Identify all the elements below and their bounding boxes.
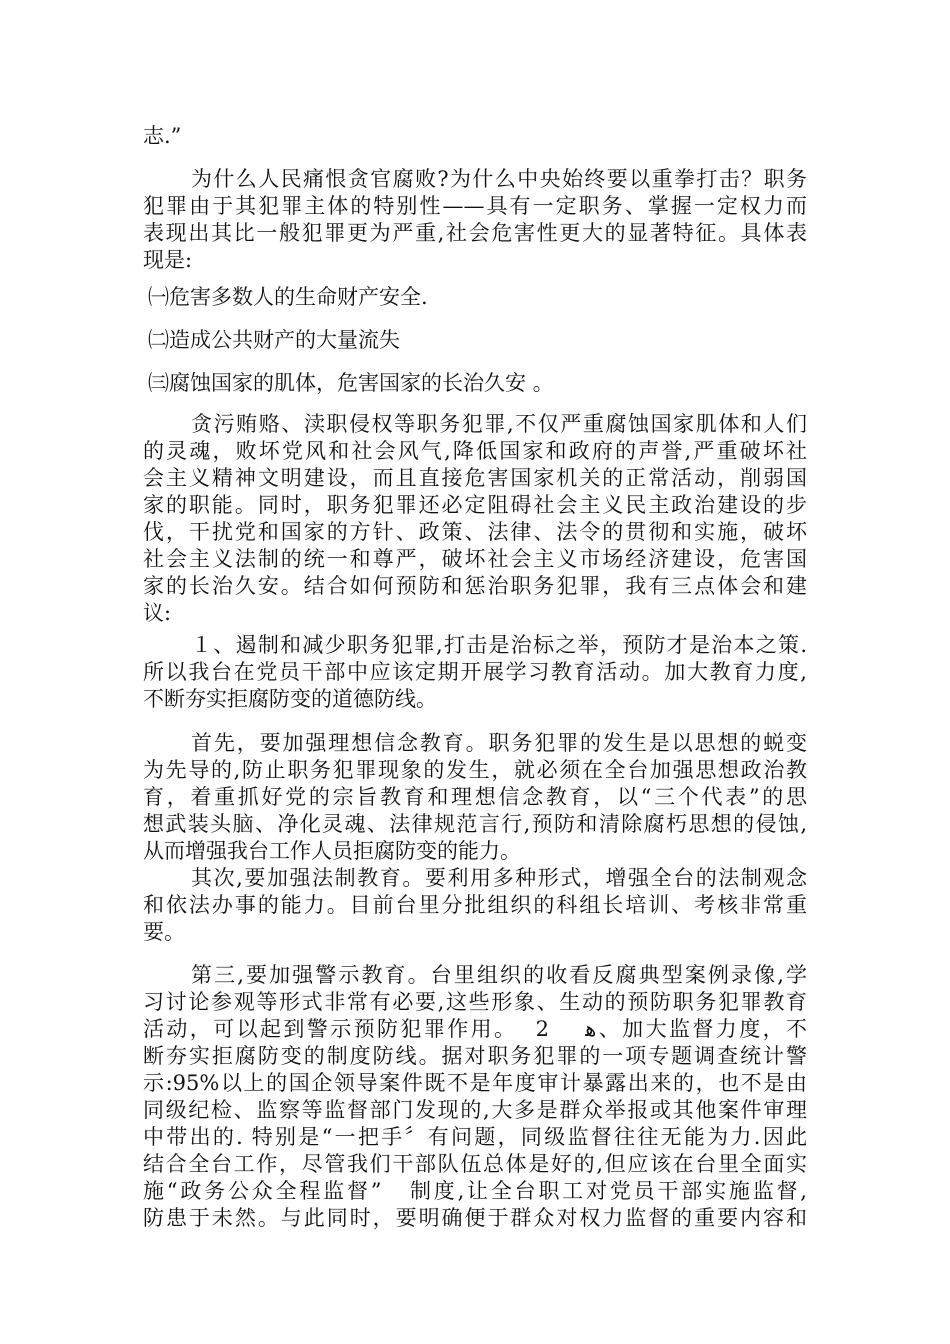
text-line: 家的长治久安。结合如何预防和惩治职务犯罪，我有三点体会和建 xyxy=(143,574,807,598)
text-line: 中带出的. 特别是“一把手〞有问题，同级监督往往无能为力.因此 xyxy=(143,1125,807,1149)
text-line: 第三,要加强警示教育。台里组织的收看反腐典型案例录像,学 xyxy=(191,963,807,987)
paragraph-5 xyxy=(143,865,807,946)
text-line: 志.” xyxy=(143,124,182,148)
text-line: 所以我台在党员干部中应该定期开展学习教育活动。加大教育力度, xyxy=(143,660,807,684)
text-line: １、遏制和减少职务犯罪,打击是治标之举，预防才是治本之策. xyxy=(191,633,807,657)
text-line: 为什么人民痛恨贪官腐败?为什么中央始终要以重拳打击？职务 xyxy=(191,167,807,191)
list-item-3: ㈢腐蚀国家的肌体，危害国家的长治久安 。 xyxy=(148,371,554,395)
list-item-2: ㈡造成公共财产的大量流失 xyxy=(148,328,400,352)
text-line: 和依法办事的能力。目前台里分批组织的科组长培训、考核非常重 xyxy=(143,893,807,917)
text-line: 为先导的,防止职务犯罪现象的发生，就必须在全台加强思想政治教 xyxy=(143,758,807,782)
text-line: 断夯实拒腐防变的制度防线。据对职务犯罪的一项专题调查统计警 xyxy=(143,1044,807,1068)
text-line: 其次,要加强法制教育。要利用多种形式，增强全台的法制观念 xyxy=(191,866,807,890)
text-line: 示:95%以上的国企领导案件既不是年度审计暴露出来的，也不是由 xyxy=(143,1071,807,1095)
text-line: 施“政务公众全程监督” 制度,让全台职工对党员干部实施监督, xyxy=(143,1179,807,1203)
text-line: 首先，要加强理想信念教育。职务犯罪的发生是以思想的蜕变 xyxy=(191,731,807,755)
text-line: 习讨论参观等形式非常有必要,这些形象、生动的预防职务犯罪教育 xyxy=(143,990,807,1014)
text-line: 伐，干扰党和国家的方针、政策、法律、法令的贯彻和实施，破坏 xyxy=(143,520,807,544)
text-line: 不断夯实拒腐防变的道德防线。 xyxy=(143,687,437,711)
text-line: 议: xyxy=(143,601,172,625)
paragraph-1 xyxy=(143,166,807,274)
paragraph-3 xyxy=(143,632,807,713)
text-line: 表现出其比一般犯罪更为严重,社会危害性更大的显著特征。具体表 xyxy=(143,221,807,245)
text-line: 现是: xyxy=(143,248,193,272)
text-line: 要。 xyxy=(143,920,185,944)
paragraph-6 xyxy=(143,962,807,1232)
text-line: 会主义精神文明建设，而且直接危害国家机关的正常活动，削弱国 xyxy=(143,466,807,490)
paragraph-2 xyxy=(143,411,807,627)
text-line: 活动，可以起到警示预防犯罪作用。 2 ﻫ、加大监督力度，不 xyxy=(143,1017,808,1041)
paragraph-fragment xyxy=(143,123,807,150)
text-line: 家的职能。同时，职务犯罪还必定阻碍社会主义民主政治建设的步 xyxy=(143,493,807,517)
text-line: 同级纪检、监察等监督部门发现的,大多是群众举报或其他案件审理 xyxy=(143,1098,807,1122)
text-line: 育，着重抓好党的宗旨教育和理想信念教育，以“三个代表”的思 xyxy=(143,785,807,809)
text-line: 想武装头脑、净化灵魂、法律规范言行,预防和清除腐朽思想的侵蚀, xyxy=(143,812,807,836)
paragraph-4 xyxy=(143,730,807,865)
text-line: 犯罪由于其犯罪主体的特别性——具有一定职务、掌握一定权力而 xyxy=(143,194,807,218)
text-line: 社会主义法制的统一和尊严，破坏社会主义市场经济建设，危害国 xyxy=(143,547,807,571)
text-line: 从而增强我台工作人员拒腐防变的能力。 xyxy=(143,839,521,863)
text-line: 防患于未然。与此同时，要明确便于群众对权力监督的重要内容和 xyxy=(143,1206,807,1230)
list-item-1: ㈠危害多数人的生命财产安全. xyxy=(148,285,428,309)
text-line: 的灵魂，败坏党风和社会风气,降低国家和政府的声誉,严重破坏社 xyxy=(143,439,807,463)
text-line: 结合全台工作，尽管我们干部队伍总体是好的,但应该在台里全面实 xyxy=(143,1152,807,1176)
text-line: 贪污贿赂、渎职侵权等职务犯罪,不仅严重腐蚀国家肌体和人们 xyxy=(191,412,807,436)
